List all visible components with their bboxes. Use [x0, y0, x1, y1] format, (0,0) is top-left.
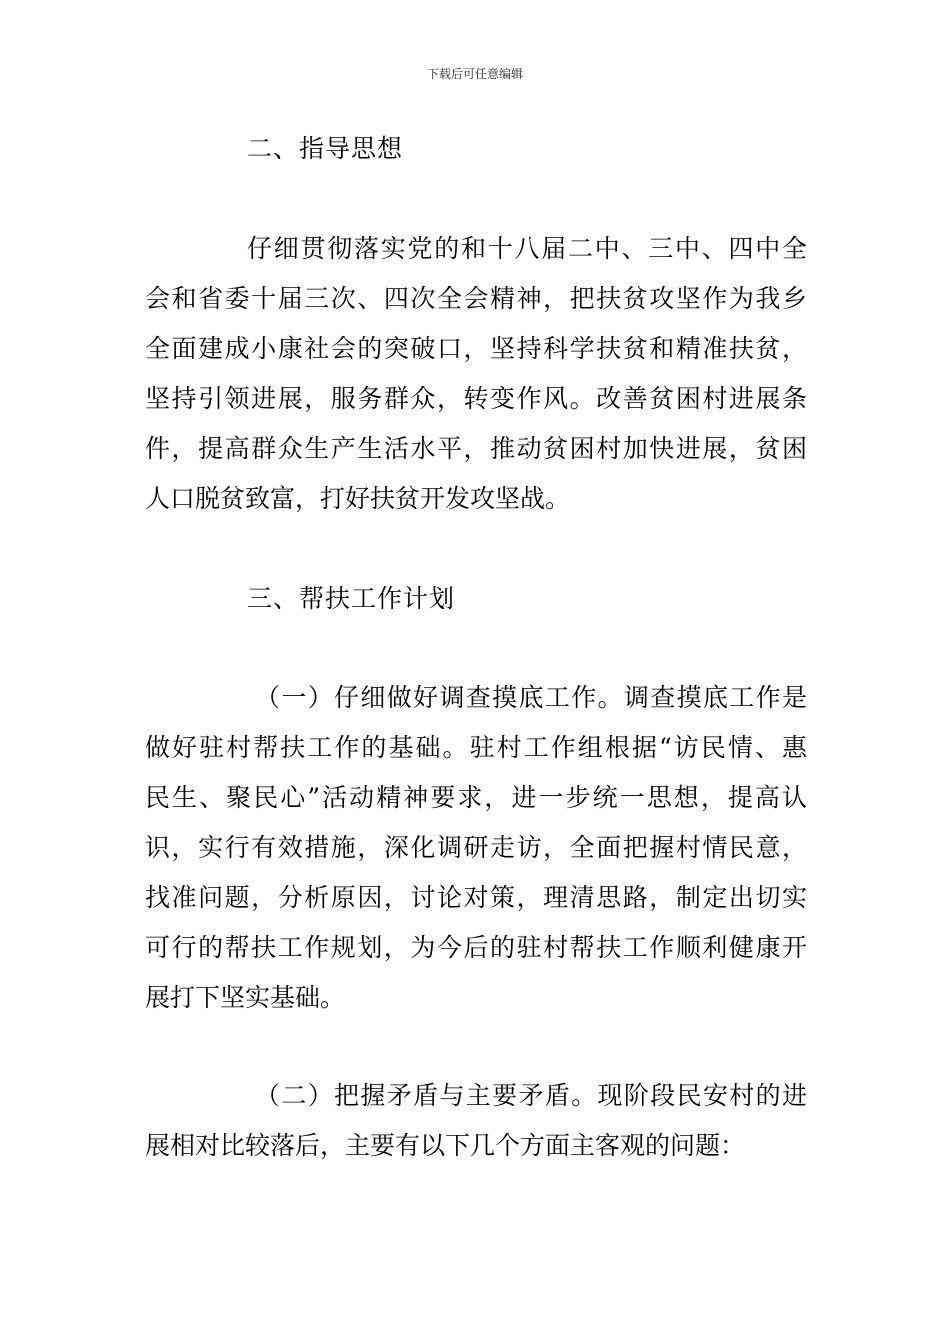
section-heading-assistance-plan: 三、帮扶工作计划 — [247, 584, 456, 613]
paragraph-line: 件，提高群众生产生活水平，推动贫困村加快进展，贫困 — [145, 434, 807, 463]
paragraph-line: 人口脱贫致富，打好扶贫开发攻坚战。 — [145, 484, 571, 513]
paragraph-line: 可行的帮扶工作规划，为今后的驻村帮扶工作顺利健康开 — [145, 933, 807, 962]
section-heading-guiding-ideology: 二、指导思想 — [247, 134, 404, 163]
paragraph-line: 做好驻村帮扶工作的基础。驻村工作组根据“访民情、惠 — [145, 733, 807, 762]
paragraph-line: （一）仔细做好调查摸底工作。调查摸底工作是 — [255, 683, 807, 712]
paragraph-line: 展相对比较落后，主要有以下几个方面主客观的问题： — [145, 1131, 746, 1160]
paragraph-line: 找准问题，分析原因，讨论对策，理清思路，制定出切实 — [145, 883, 807, 912]
paragraph-line: 坚持引领进展，服务群众，转变作风。改善贫困村进展条 — [145, 384, 807, 413]
paragraph-line: 民生、聚民心”活动精神要求，进一步统一思想，提高认 — [145, 783, 807, 812]
paragraph-line: 展打下坚实基础。 — [145, 983, 346, 1012]
paragraph-line: 会和省委十届三次、四次全会精神，把扶贫攻坚作为我乡 — [145, 284, 807, 313]
paragraph-line: （二）把握矛盾与主要矛盾。现阶段民安村的进 — [255, 1081, 807, 1110]
page-header-note: 下载后可任意编辑 — [426, 67, 523, 81]
paragraph-line: 仔细贯彻落实党的和十八届二中、三中、四中全 — [247, 234, 807, 263]
paragraph-line: 识，实行有效措施，深化调研走访，全面把握村情民意， — [145, 833, 807, 862]
paragraph-line: 全面建成小康社会的突破口，坚持科学扶贫和精准扶贫， — [145, 334, 807, 363]
